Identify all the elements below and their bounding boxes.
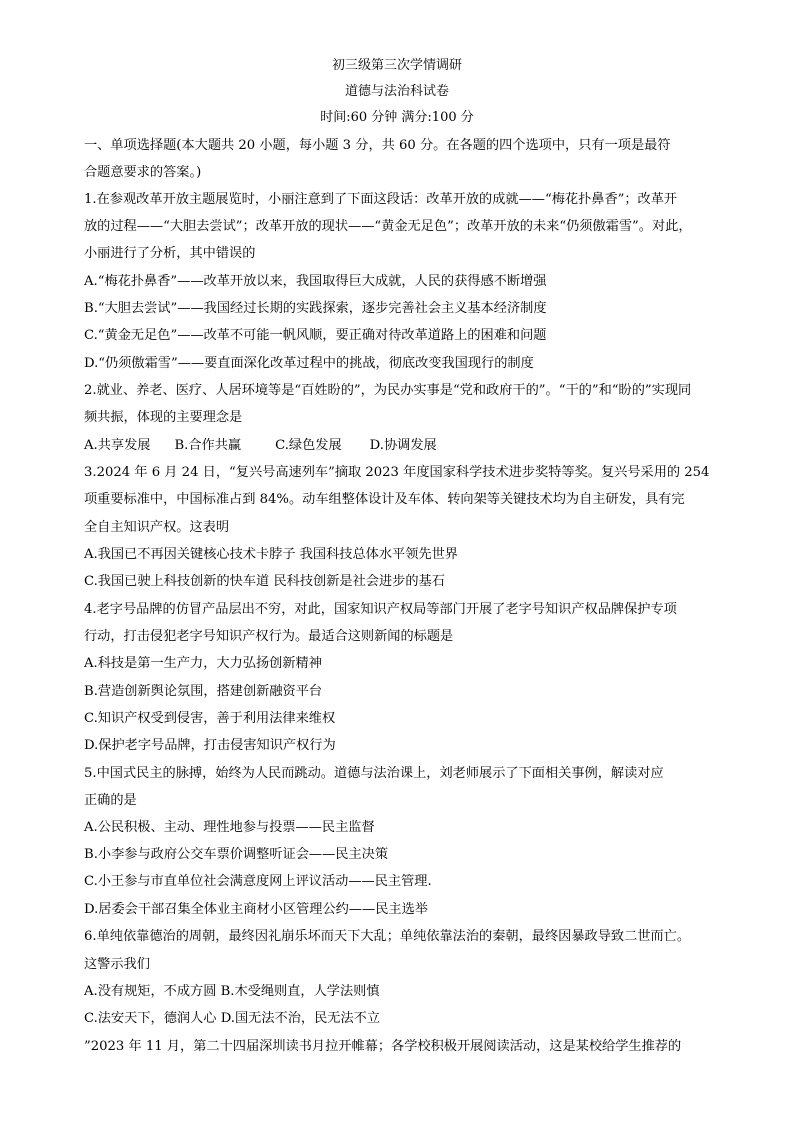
option-d: D.居委会干部召集全体业主商材小区管理公约——民主选举 bbox=[84, 902, 428, 917]
option-b: B.“大胆去尝试”——我国经过长期的实践探索，逐步完善社会主义基本经济制度 bbox=[84, 301, 547, 316]
question-stem-line: 2.就业、养老、医疗、人居环境等是“百姓盼的”，为民办实事是“党和政府干的”。“干的”和“盼的”实现同 bbox=[84, 383, 692, 398]
question-stem-line: 频共振，体现的主要理念是 bbox=[84, 410, 243, 425]
option-a: A.公民积极、主动、理性地参与投票——民主监督 bbox=[84, 820, 375, 835]
option-d: D.协调发展 bbox=[369, 438, 437, 453]
option-c: C.绿色发展 bbox=[275, 438, 342, 453]
question-stem-line: 这警示我们 bbox=[84, 957, 150, 972]
question-stem-line: 3.2024 年 6 月 24 日，“复兴号高速列车”摘取 2023 年度国家科学技术进步奖特等奖。复兴号采用的 254 bbox=[84, 465, 710, 480]
question-stem-line: 全自主知识产权。这表明 bbox=[84, 520, 230, 535]
question-stem-line: 5.中国式民主的脉搏，始终为人民而跳动。道德与法治课上，刘老师展示了下面相关事例，解读对应 bbox=[84, 766, 664, 781]
question-stem-line: 正确的是 bbox=[84, 793, 137, 808]
option-d: D.保护老字号品牌，打击侵害知识产权行为 bbox=[84, 738, 336, 753]
exam-title: 初三级第三次学情调研 bbox=[331, 58, 462, 73]
question-stem-line: 放的过程——“大胆去尝试”；改革开放的现状——“黄金无足色”；改革开放的未来“仍须傲霜雪”。对此， bbox=[84, 219, 692, 234]
option-line: C.法安天下，德润人心 D.国无法不治，民无法不立 bbox=[84, 1011, 381, 1026]
option-line: C.我国已驶上科技创新的快车道 民科技创新是社会进步的基石 bbox=[84, 574, 445, 589]
option-c: C.“黄金无足色”——改革不可能一帆风顺，要正确对待改革道路上的困难和问题 bbox=[84, 328, 547, 343]
option-a: A.共享发展 bbox=[84, 438, 151, 453]
option-a: A.“梅花扑鼻香”——改革开放以来，我国取得巨大成就，人民的获得感不断增强 bbox=[84, 274, 547, 289]
option-b: B.营造创新舆论氛围，搭建创新融资平台 bbox=[84, 684, 323, 699]
option-line: A.没有规矩，不成方圆 B.木受绳则直，人学法则慎 bbox=[84, 984, 380, 999]
option-b: B.小李参与政府公交车票价调整听证会——民主决策 bbox=[84, 847, 389, 862]
question-stem-line: 6.单纯依靠德治的周朝，最终因礼崩乐坏而天下大乱；单纯依靠法治的秦朝，最终因暴政导致二世而亡。 bbox=[84, 929, 691, 944]
question-stem-line: 小丽进行了分析，其中错误的 bbox=[84, 246, 256, 261]
option-b: B.合作共赢 bbox=[174, 438, 242, 453]
question-stem-line: 1.在参观改革开放主题展览时，小丽注意到了下面这段话：改革开放的成就——“梅花扑鼻香”；改革开 bbox=[84, 192, 678, 207]
option-c: C.知识产权受到侵害，善于利用法律来维权 bbox=[84, 711, 336, 726]
question-stem-line: 4.老字号品牌的仿冒产品层出不穷，对此，国家知识产权局等部门开展了老字号知识产权品牌保护专项 bbox=[84, 602, 677, 617]
option-c: C.小王参与市直单位社会满意度网上评议活动——民主管理. bbox=[84, 874, 432, 889]
question-stem-line: 项重要标准中，中国标准占到 84%。动车组整体设计及车体、转向架等关键技术均为自主研发，具有完 bbox=[84, 492, 685, 507]
exam-subject: 道德与法治科试卷 bbox=[344, 84, 449, 99]
trailing-text: ”2023 年 11 月，第二十四届深圳读书月拉开帷幕；各学校积极开展阅读活动，这是某校给学生推荐的 bbox=[84, 1039, 682, 1054]
section-heading-cont: 合题意要求的答案。) bbox=[84, 165, 202, 180]
option-line: A.我国已不再因关键核心技术卡脖子 我国科技总体水平领先世界 bbox=[84, 547, 458, 562]
option-d: D.“仍须傲霜雪”——要直面深化改革过程中的挑战，彻底改变我国现行的制度 bbox=[84, 356, 534, 371]
options-row bbox=[84, 436, 437, 456]
section-heading: 一、单项选择题(本大题共 20 小题，每小题 3 分，共 60 分。在各题的四个选项中，只有一项是最符 bbox=[84, 138, 671, 153]
question-stem-line: 行动，打击侵犯老字号知识产权行为。最适合这则新闻的标题是 bbox=[84, 629, 454, 644]
option-a: A.科技是第一生产力，大力弘扬创新精神 bbox=[84, 656, 322, 671]
exam-info: 时间:60 分钟 满分:100 分 bbox=[320, 110, 474, 125]
